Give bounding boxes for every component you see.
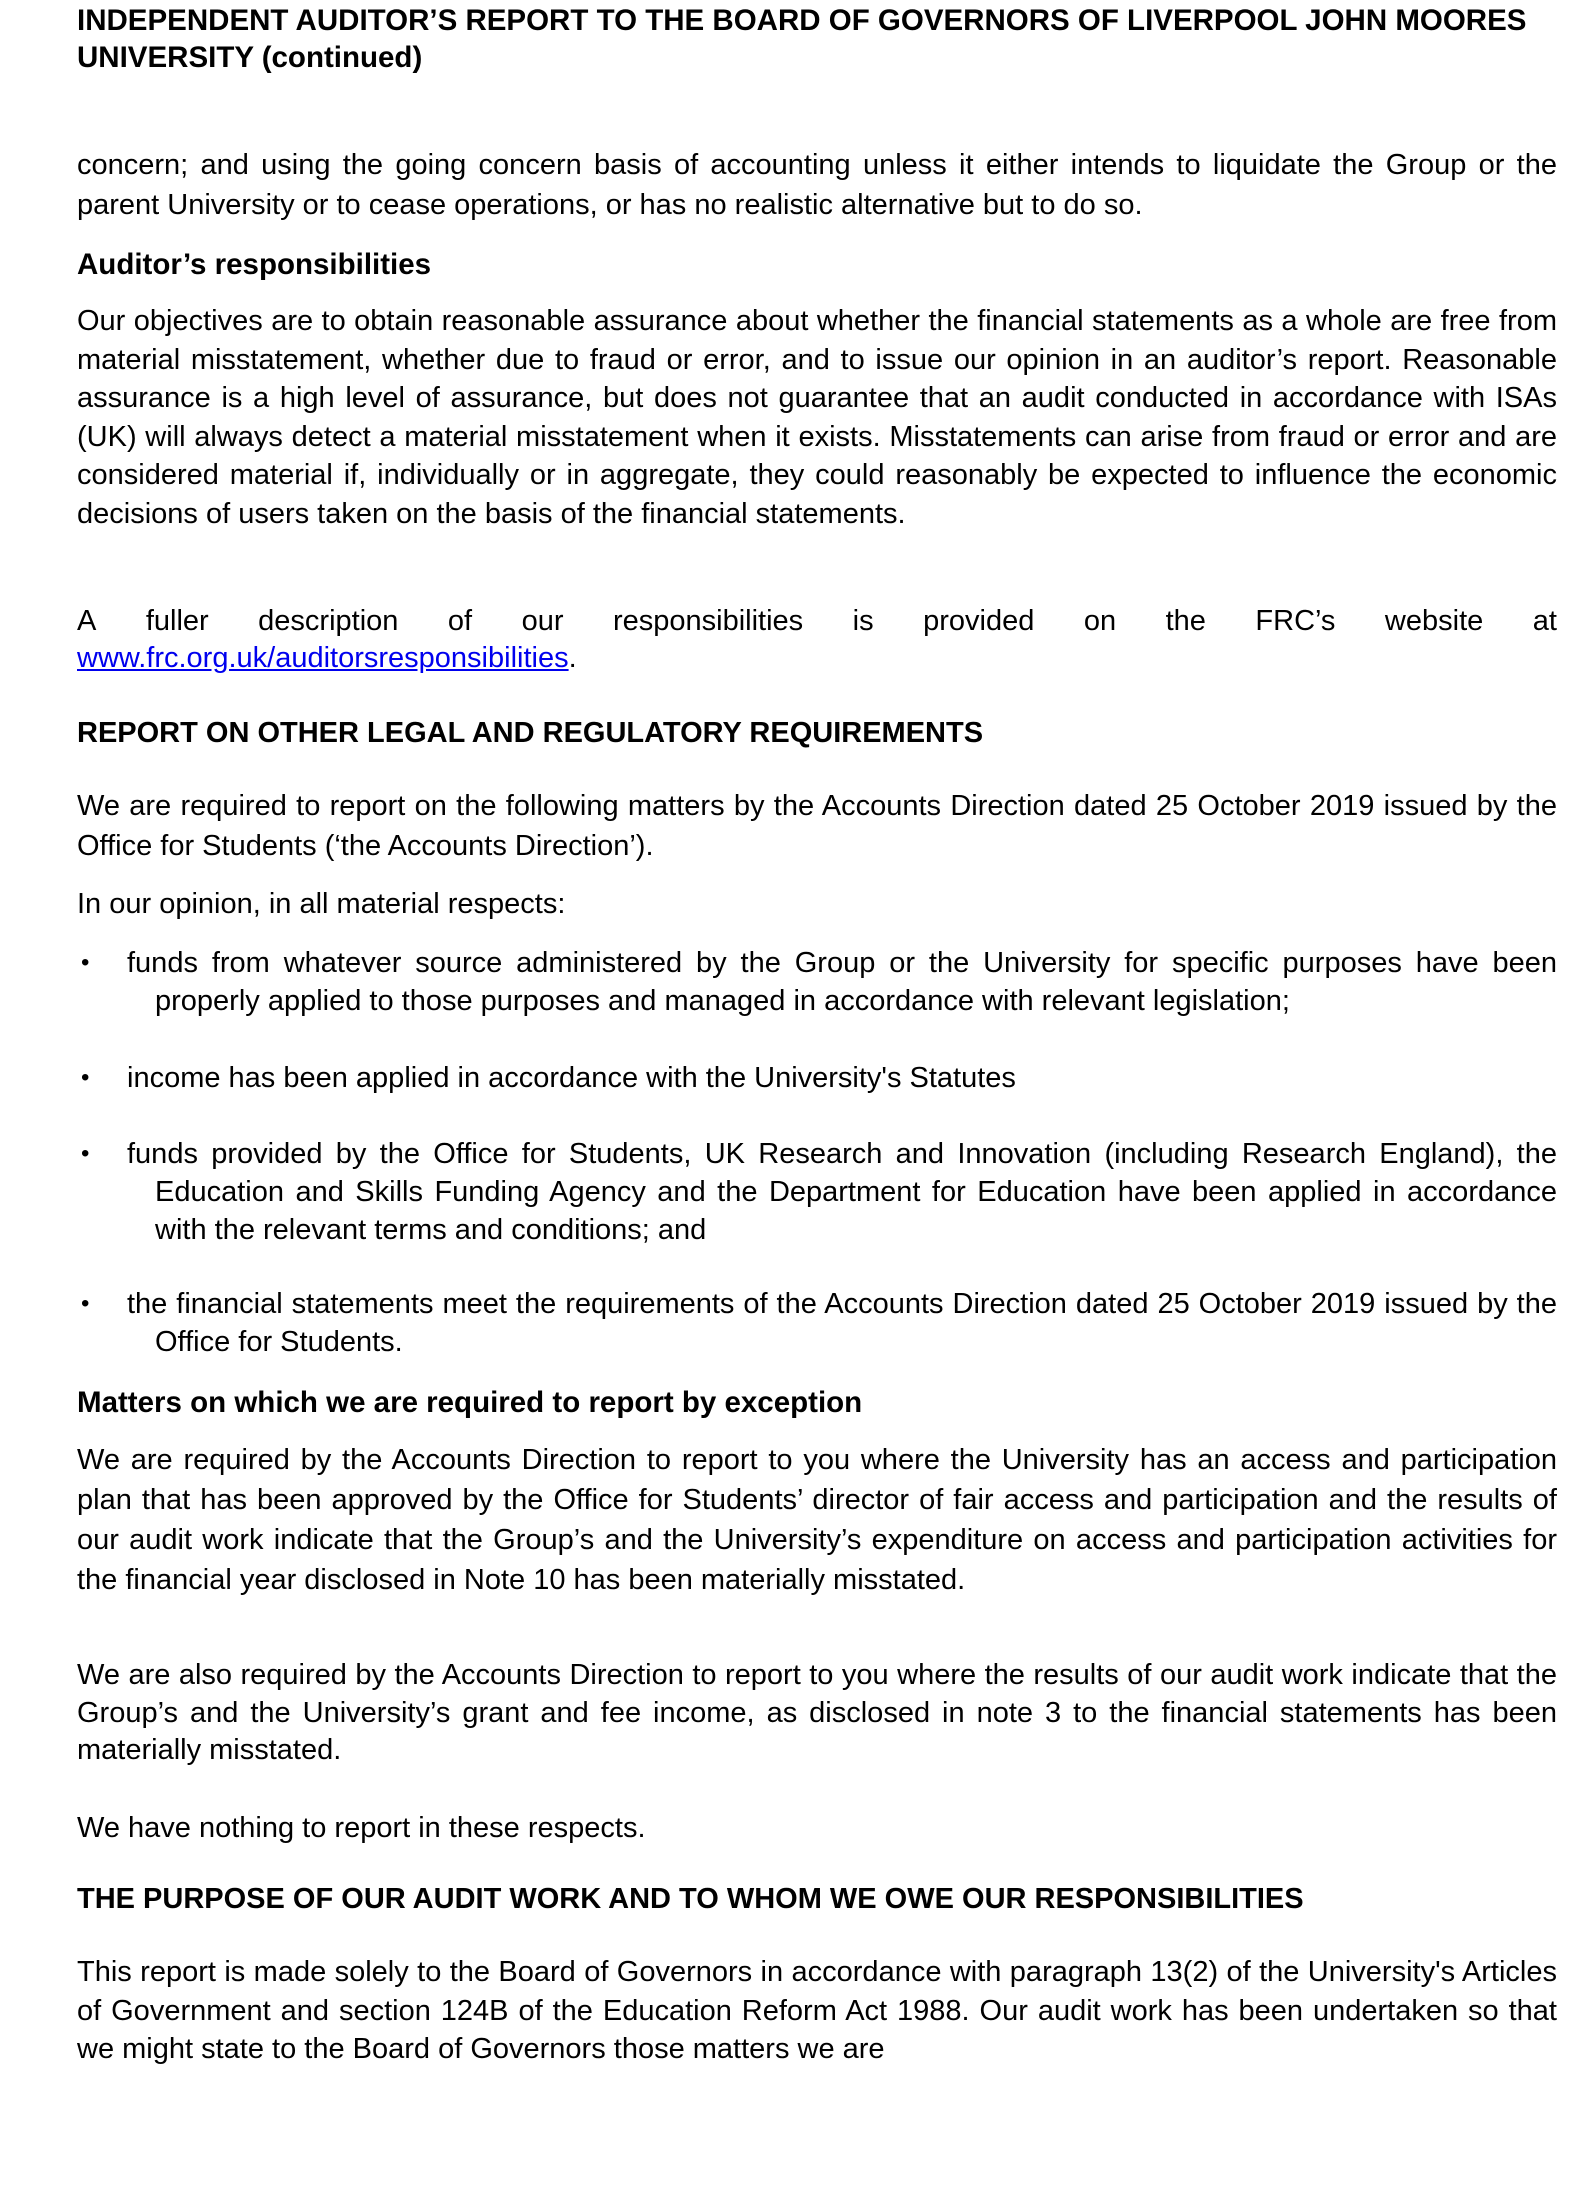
fuller-word: description (258, 605, 399, 637)
intro-paragraph: concern; and using the going concern basis of accounting unless it either intends to liquidate the Group or the parent University or to cease operations, or has no realistic alternative but to do so. (77, 149, 1557, 221)
opinion-intro: In our opinion, in all material respects: (77, 888, 566, 920)
fuller-word: provided (923, 605, 1035, 637)
fuller-word: at (1532, 605, 1557, 637)
bullet-icon: • (81, 949, 90, 976)
bullet-icon: • (81, 1064, 90, 1091)
purpose-paragraph: This report is made solely to the Board of Governors in accordance with paragraph 13(2) of the University's Articles of Government and section 124B of the Education Reform Act 1988. Our audit work has been undertaken so that we might state to the Board of Governors those matters we are (77, 1956, 1557, 2065)
accounts-direction-paragraph: We are required to report on the following matters by the Accounts Direction dated 25 October 2019 issued by the Office for Students (‘the Accounts Direction’). (77, 790, 1557, 862)
fuller-word: website (1384, 605, 1484, 637)
exception-paragraph-2: We are also required by the Accounts Direction to report to you where the results of our audit work indicate that the Group’s and the University’s grant and fee income, as disclosed in note 3 to the financial statements has been materially misstated. (77, 1659, 1557, 1766)
list-item (77, 944, 1557, 1020)
bullet-icon: • (81, 1140, 90, 1167)
page-title: INDEPENDENT AUDITOR’S REPORT TO THE BOARD OF GOVERNORS OF LIVERPOOL JOHN MOORES UNIVERSITY (continued) (77, 4, 1527, 74)
nothing-to-report: We have nothing to report in these respects. (77, 1812, 646, 1844)
fuller-description-line (77, 603, 1557, 640)
frc-website-link[interactable]: www.frc.org.uk/auditorsresponsibilities (77, 642, 569, 674)
exception-heading: Matters on which we are required to report by exception (77, 1386, 863, 1419)
list-item (77, 1059, 1557, 1097)
fuller-word: of (447, 605, 473, 637)
link-suffix: . (568, 642, 577, 674)
fuller-word: responsibilities (612, 605, 804, 637)
exception-paragraph-1: We are required by the Accounts Direction to report to you where the University has an access and participation plan that has been approved by the Office for Students’ director of fair access and participation and the results of our audit work indicate that the Group’s and the University’s expenditure on access and participation activities for the financial year disclosed in Note 10 has been materially misstated. (77, 1444, 1557, 1596)
bullet-icon: • (81, 1290, 90, 1317)
bullet-text: funds provided by the Office for Students, UK Research and Innovation (including Research England), the Education and Skills Funding Agency and the Department for Education have been applied in accordance with the relevant terms and conditions; and (127, 1138, 1557, 1246)
fuller-word: A (77, 605, 97, 637)
bullet-text: the financial statements meet the requirements of the Accounts Direction dated 25 October 2019 issued by the Office for Students. (127, 1288, 1557, 1358)
fuller-word: is (852, 605, 874, 637)
auditor-responsibilities-paragraph: Our objectives are to obtain reasonable assurance about whether the financial statements as a whole are free from material misstatement, whether due to fraud or error, and to issue our opinion in an auditor’s report. Reasonable assurance is a high level of assurance, but does not guarantee that an audit conducted in accordance with ISAs (UK) will always detect a material misstatement when it exists. Misstatements can arise from fraud or error and are considered material if, individually or in aggregate, they could reasonably be expected to influence the economic decisions of users taken on the basis of the financial statements. (77, 305, 1557, 530)
purpose-heading: THE PURPOSE OF OUR AUDIT WORK AND TO WHOM WE OWE OUR RESPONSIBILITIES (77, 1883, 1304, 1915)
fuller-word: fuller (145, 605, 209, 637)
auditor-responsibilities-heading: Auditor’s responsibilities (77, 248, 432, 281)
bullet-text: income has been applied in accordance with the University's Statutes (127, 1062, 1016, 1094)
list-item (77, 1135, 1557, 1249)
other-legal-heading: REPORT ON OTHER LEGAL AND REGULATORY REQUIREMENTS (77, 717, 984, 749)
fuller-word: on (1083, 605, 1117, 637)
fuller-word: FRC’s (1255, 605, 1336, 637)
list-item (77, 1285, 1557, 1361)
bullet-text: funds from whatever source administered by the Group or the University for specific purposes have been properly applied to those purposes and managed in accordance with relevant legislation; (127, 947, 1557, 1017)
fuller-word: our (521, 605, 564, 637)
fuller-description-paragraph (77, 603, 1557, 677)
fuller-word: the (1165, 605, 1206, 637)
